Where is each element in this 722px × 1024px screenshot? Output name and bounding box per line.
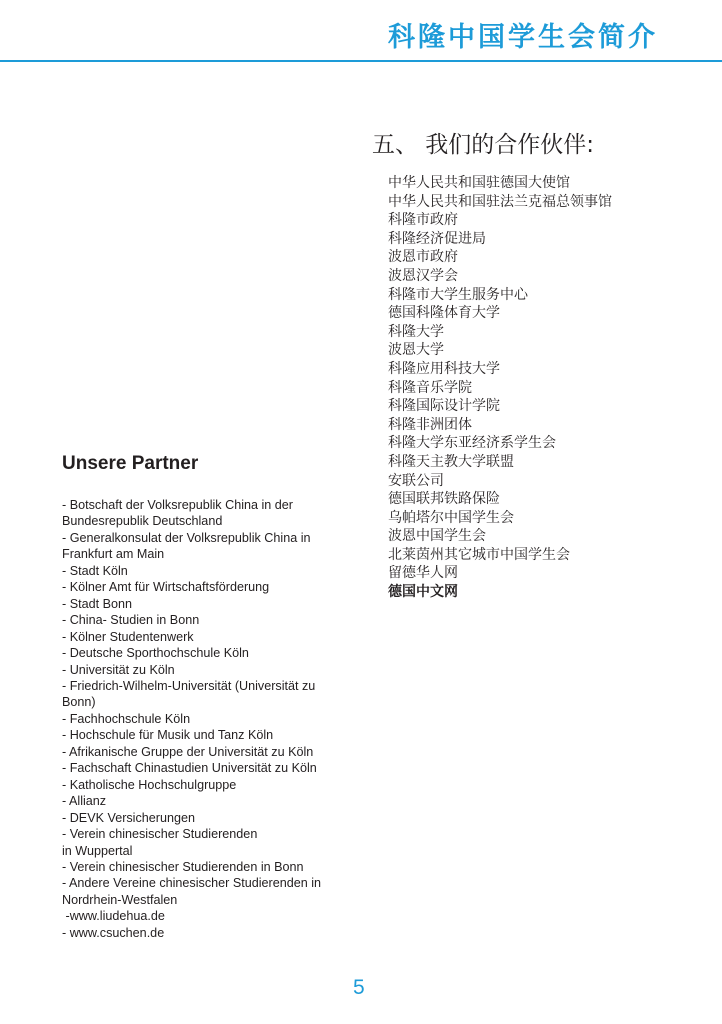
list-item: 波恩市政府 (388, 249, 458, 266)
section-heading-de: Unsere Partner (62, 453, 199, 474)
page-header-title: 科隆中国学生会简介 (388, 22, 658, 53)
partner-list-de (62, 497, 362, 941)
list-item: - Deutsche Sporthochschule Köln (62, 646, 249, 661)
list-item: - DEVK Versicherungen (62, 810, 196, 825)
list-item: 波恩汉学会 (388, 267, 458, 284)
list-item: - Verein chinesischer Studierenden in Bonn (62, 859, 304, 874)
list-item: -www.liudehua.de (62, 909, 165, 924)
list-item: 德国中文网 (388, 584, 458, 601)
list-item: 科隆市大学生服务中心 (388, 286, 528, 303)
list-item: 科隆经济促进局 (388, 230, 486, 247)
page-number: 5 (353, 976, 365, 999)
list-item: - Kölner Amt für Wirtschaftsförderung (62, 580, 270, 595)
list-item: 波恩大学 (388, 342, 444, 359)
list-item: 科隆非洲团体 (388, 416, 472, 433)
list-item: 乌帕塔尔中国学生会 (388, 509, 514, 526)
list-item: 波恩中国学生会 (388, 528, 486, 545)
list-item: 科隆应用科技大学 (388, 360, 500, 377)
list-item: Nordrhein-Westfalen (62, 892, 178, 907)
list-item: - Kölner Studentenwerk (62, 629, 194, 644)
list-item: - Generalkonsulat der Volksrepublik China in (62, 530, 311, 545)
section-heading-cn: 五、 我们的合作伙伴: (372, 132, 595, 158)
list-item: - www.csuchen.de (62, 925, 165, 940)
list-item: Frankfurt am Main (62, 547, 165, 562)
list-item: 科隆音乐学院 (388, 379, 472, 396)
list-item: 安联公司 (388, 472, 444, 489)
header-divider (0, 60, 722, 62)
partner-list-cn (388, 174, 612, 602)
list-item: - Fachhochschule Köln (62, 711, 191, 726)
list-item: in Wuppertal (62, 843, 133, 858)
list-item: - Afrikanische Gruppe der Universität zu Köln (62, 744, 314, 759)
list-item: - Allianz (62, 794, 107, 809)
list-item: 留德华人网 (388, 565, 458, 582)
list-item: - Friedrich-Wilhelm-Universität (Universität zu (62, 678, 316, 693)
list-item: 德国联邦铁路保险 (388, 491, 500, 508)
list-item: - Stadt Köln (62, 563, 128, 578)
list-item: - Universität zu Köln (62, 662, 175, 677)
list-item: - Hochschule für Musik und Tanz Köln (62, 728, 274, 743)
list-item: - Katholische Hochschulgruppe (62, 777, 237, 792)
list-item: 科隆天主教大学联盟 (388, 453, 514, 470)
list-item: Bonn) (62, 695, 96, 710)
list-item: - Stadt Bonn (62, 596, 133, 611)
list-item: - Botschaft der Volksrepublik China in der (62, 498, 294, 512)
list-item: 中华人民共和国驻德国大使馆 (388, 175, 570, 191)
list-item: - China- Studien in Bonn (62, 613, 200, 628)
list-item: 德国科隆体育大学 (388, 305, 500, 322)
list-item: 科隆国际设计学院 (388, 398, 500, 415)
list-item: 中华人民共和国驻法兰克福总领事馆 (388, 193, 612, 210)
list-item: - Fachschaft Chinastudien Universität zu Köln (62, 761, 317, 776)
list-item: 北莱茵州其它城市中国学生会 (388, 546, 570, 563)
list-item: 科隆市政府 (388, 212, 458, 229)
list-item: - Verein chinesischer Studierenden (62, 827, 258, 842)
list-item: - Andere Vereine chinesischer Studierenden in (62, 876, 322, 891)
list-item: 科隆大学东亚经济系学生会 (388, 435, 556, 452)
list-item: 科隆大学 (388, 323, 444, 340)
list-item: Bundesrepublik Deutschland (62, 514, 223, 529)
